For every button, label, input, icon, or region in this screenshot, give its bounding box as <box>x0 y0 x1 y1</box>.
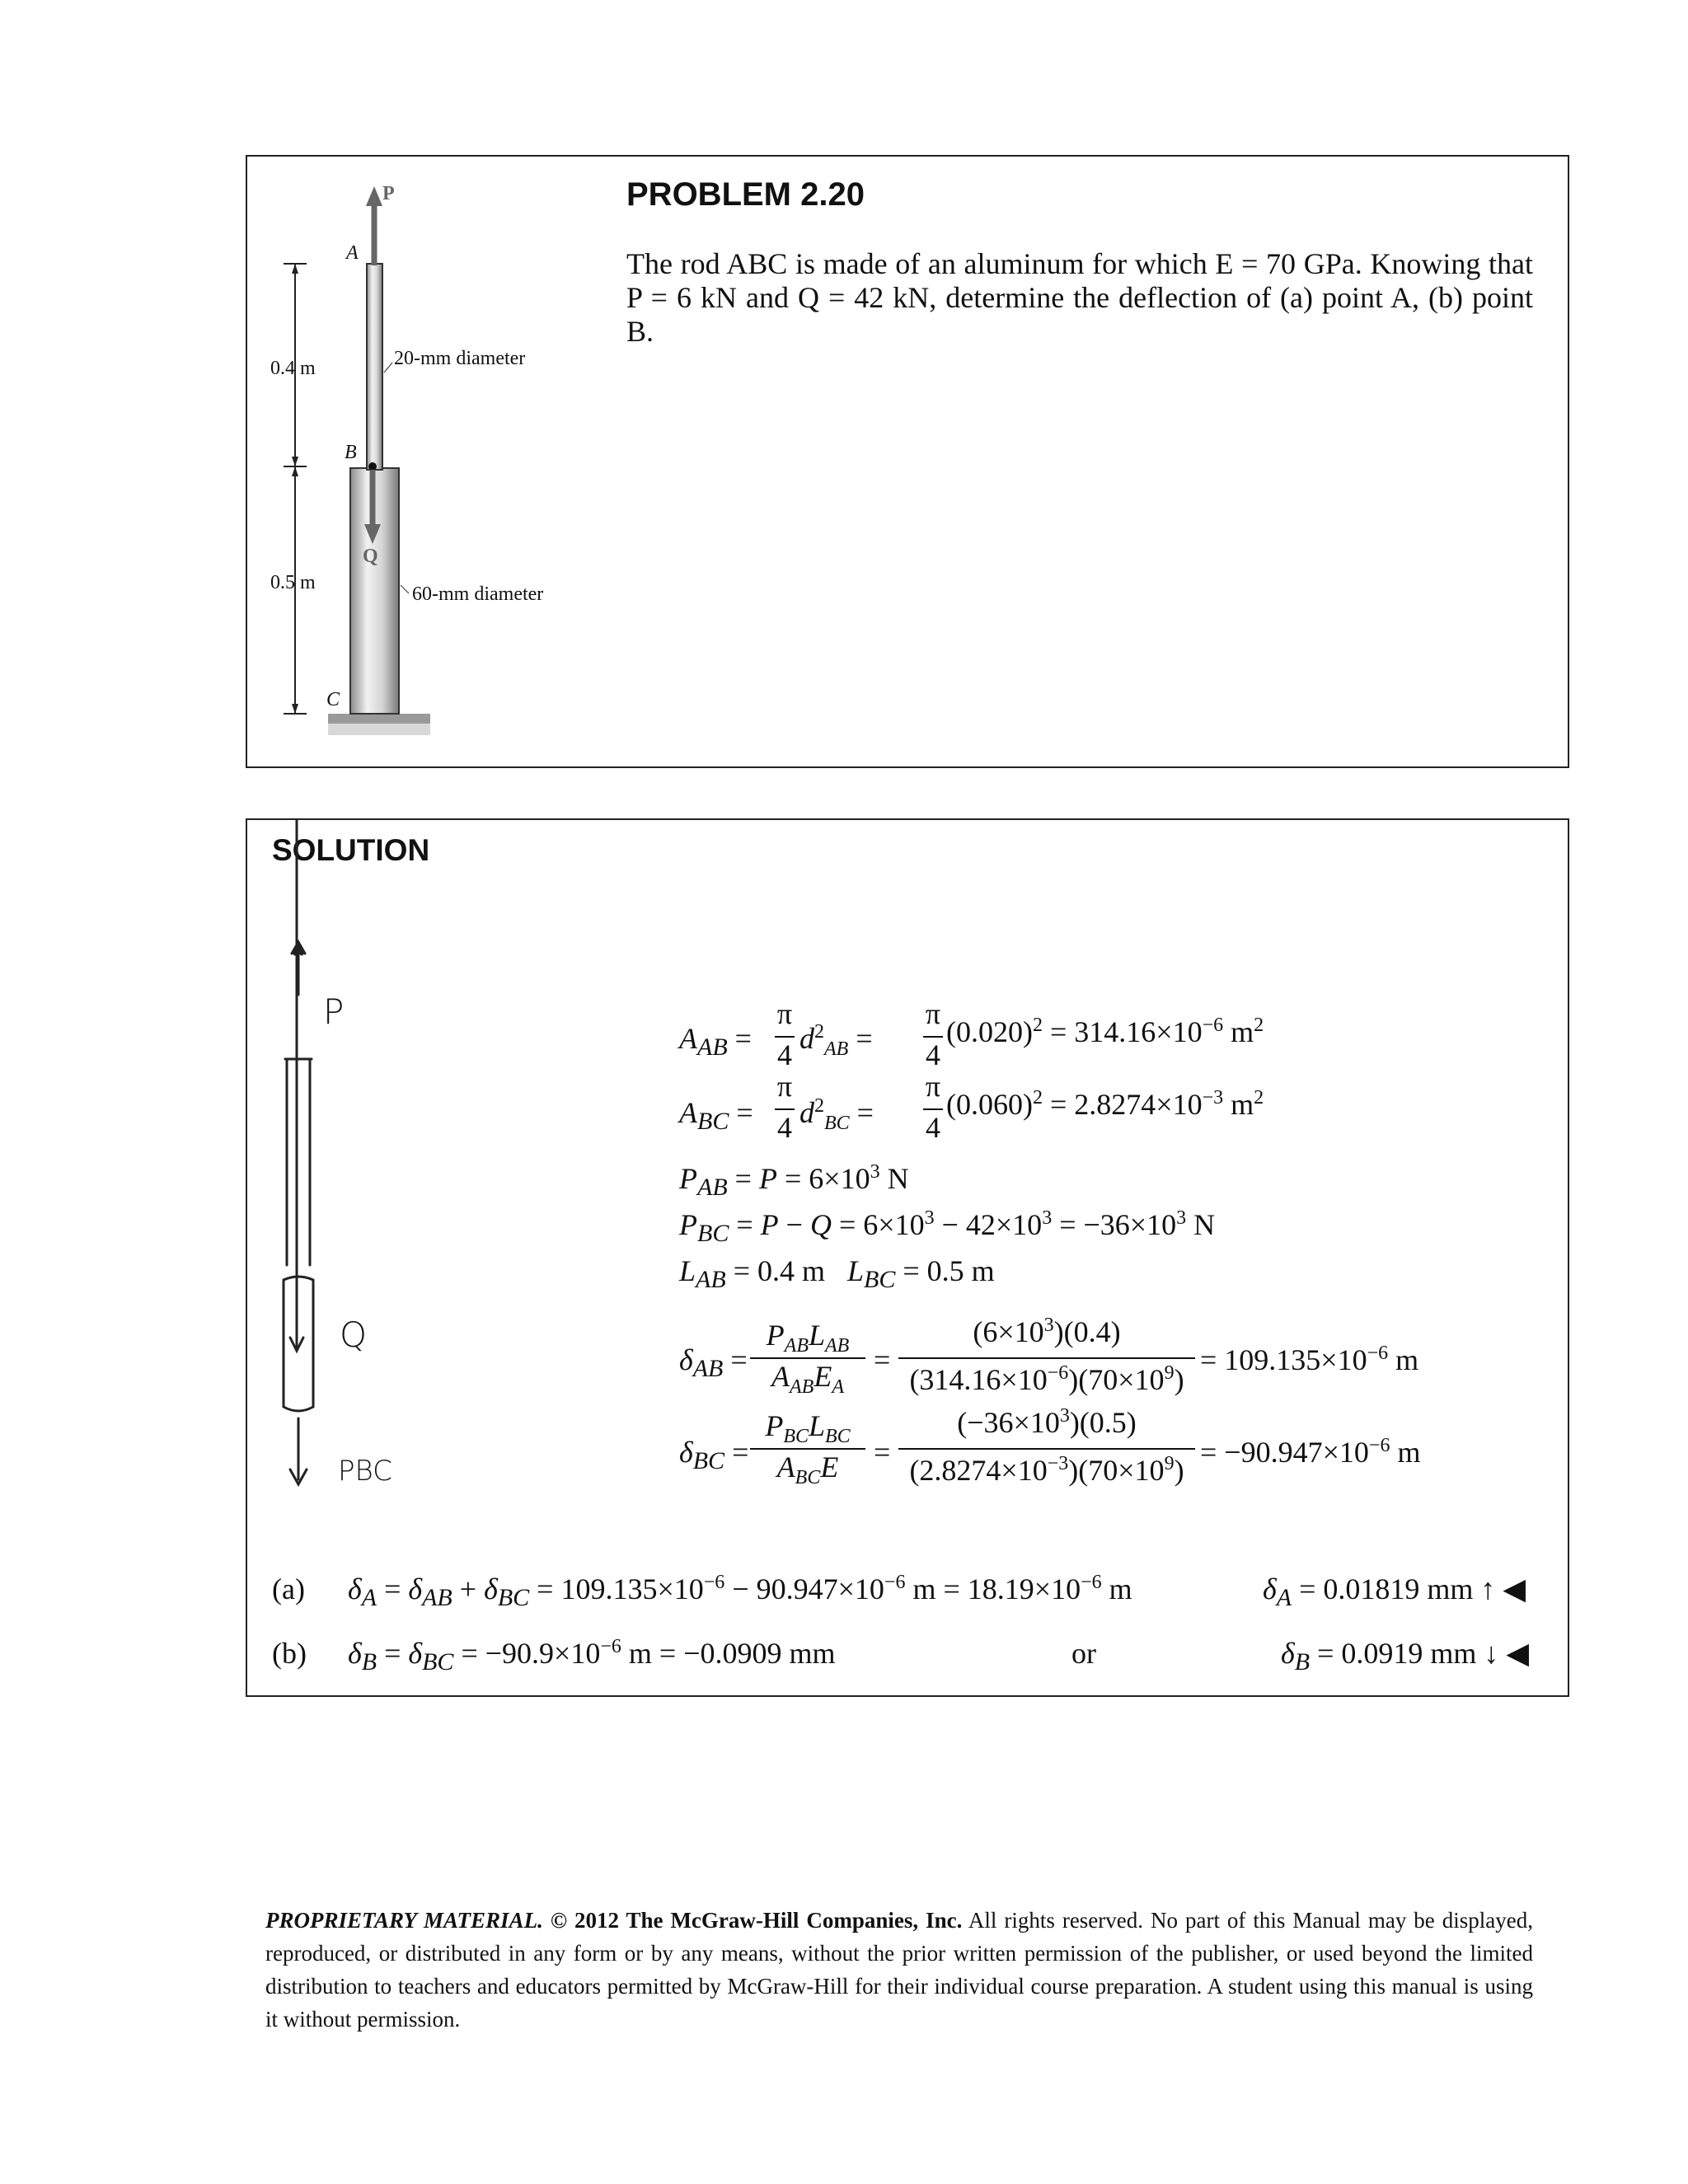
point-b-marker <box>368 462 377 471</box>
part-a-label: (a) <box>272 1572 305 1605</box>
rod-segment-ab <box>367 264 382 470</box>
part-b-answer: $\delta_B = 0.0919$ mm ↓ ◀ <box>1281 1637 1530 1676</box>
equation-lengths: $L_{AB} = 0.4$ m $L_{BC} = 0.5$ m <box>679 1254 995 1294</box>
rod-figure <box>247 157 626 766</box>
label-diam-ab: 20-mm diameter <box>394 348 526 369</box>
label-diam-bc: 60-mm diameter <box>412 583 544 605</box>
fbd-label-q: Q <box>340 1315 368 1355</box>
free-body-diagram <box>247 820 495 1512</box>
load-p-arrow <box>366 186 382 206</box>
part-b-equation: $\delta_B = \delta_{BC} = -90.9\times 10^{-6}$ m = −0.0909 mm <box>348 1636 836 1676</box>
label-point-b: B <box>345 442 357 463</box>
problem-text: The rod ABC is made of an aluminum for which E = 70 GPa. Knowing that P = 6 kN and Q = 42 kN, determine the deflection of (a) point A, (b) point B. <box>626 247 1533 348</box>
solution-box: SOLUTION P Q PBC $A_{AB}$ = π 4 $d^2_{AB}$ = π 4 $(0.020)^2 = 314.16\times 10^{-6}$ $m^2$ $A_{BC}$ = π 4 $d^2_{BC}$ = π 4 $(0.060)^2 = 2.8274\times 10^{-3}$ $m^2$ $P_{AB} = P = 6\times 10^3$ N $P_{BC} = P - Q = 6\times 10^3 - 42\times 10^3 = -36\times 10^3$ N $L_{AB} = 0.4$ m $L_{BC} = 0.5$ m $\delta_{AB}$ = $P_{AB}L_{AB}$ $A_{AB}E_A$ = $(6\times 10^3)(0.4)$ $(314.16\times 10^{-6})(70\times 10^9)$ = $109.135\times 10^{-6}$ m $\delta_{BC}$ = $P_{BC}L_{BC}$ $A_{BC}E$ = $(-36\times 10^3)(0.5)$ $(2.8274\times 10^{-3})(70\times 10^9)$ = $-90.947\times 10^{-6}$ m (a) $\delta_A = \delta_{AB} + \delta_{BC} = 109.135\times 10^{-6} - 90.947\times 10^{-6}$ $m = 18.19\times 10^{-6}$ m $\delta_A = 0.01819$ mm ↑ ◀ (b) $\delta_B = \delta_{BC} = -90.9\times 10^{-6}$ m = −0.0909 mm or $\delta_B = 0.0919$ mm ↓ ◀ <box>246 818 1569 1697</box>
label-load-q: Q <box>363 546 378 567</box>
footer-text: PROPRIETARY MATERIAL. © 2012 The McGraw-Hill Companies, Inc. All rights reserved. No part of this Manual may be displayed, reproduced, or distributed in any form or by any means, without the prior written permission of the publisher, or used beyond the limited distribution to teachers and educators permitted by McGraw-Hill for their individual course preparation. A student using this manual is using it without permission. <box>265 1908 1534 2032</box>
label-dim-bc: 0.5 m <box>270 572 316 593</box>
label-load-p: P <box>382 183 395 204</box>
label-dim-ab: 0.4 m <box>270 358 316 379</box>
equation-p-bc: $P_{BC} = P - Q = 6\times 10^3 - 42\times 10^3 = -36\times 10^3$ N <box>679 1207 1216 1248</box>
part-a-equation: $\delta_A = \delta_{AB} + \delta_{BC} = 109.135\times 10^{-6} - 90.947\times 10^{-6}$ $m = 18.19\times 10^{-6}$ m <box>348 1572 1132 1612</box>
fbd-label-pbc: PBC <box>338 1455 392 1488</box>
part-a-answer: $\delta_A = 0.01819$ mm ↑ ◀ <box>1263 1572 1526 1612</box>
solution-title: SOLUTION <box>272 833 430 867</box>
ground-support <box>328 714 430 724</box>
label-point-a: A <box>346 242 359 264</box>
footer-notice <box>265 1904 1533 2036</box>
problem-title: PROBLEM 2.20 <box>626 176 865 213</box>
fbd-label-p: P <box>323 991 345 1032</box>
problem-box <box>246 155 1569 768</box>
label-point-c: C <box>326 689 340 710</box>
part-b-label: (b) <box>272 1637 307 1670</box>
equation-p-ab: $P_{AB} = P = 6\times 10^3$ N <box>679 1161 909 1202</box>
part-b-or: or <box>1071 1637 1096 1670</box>
